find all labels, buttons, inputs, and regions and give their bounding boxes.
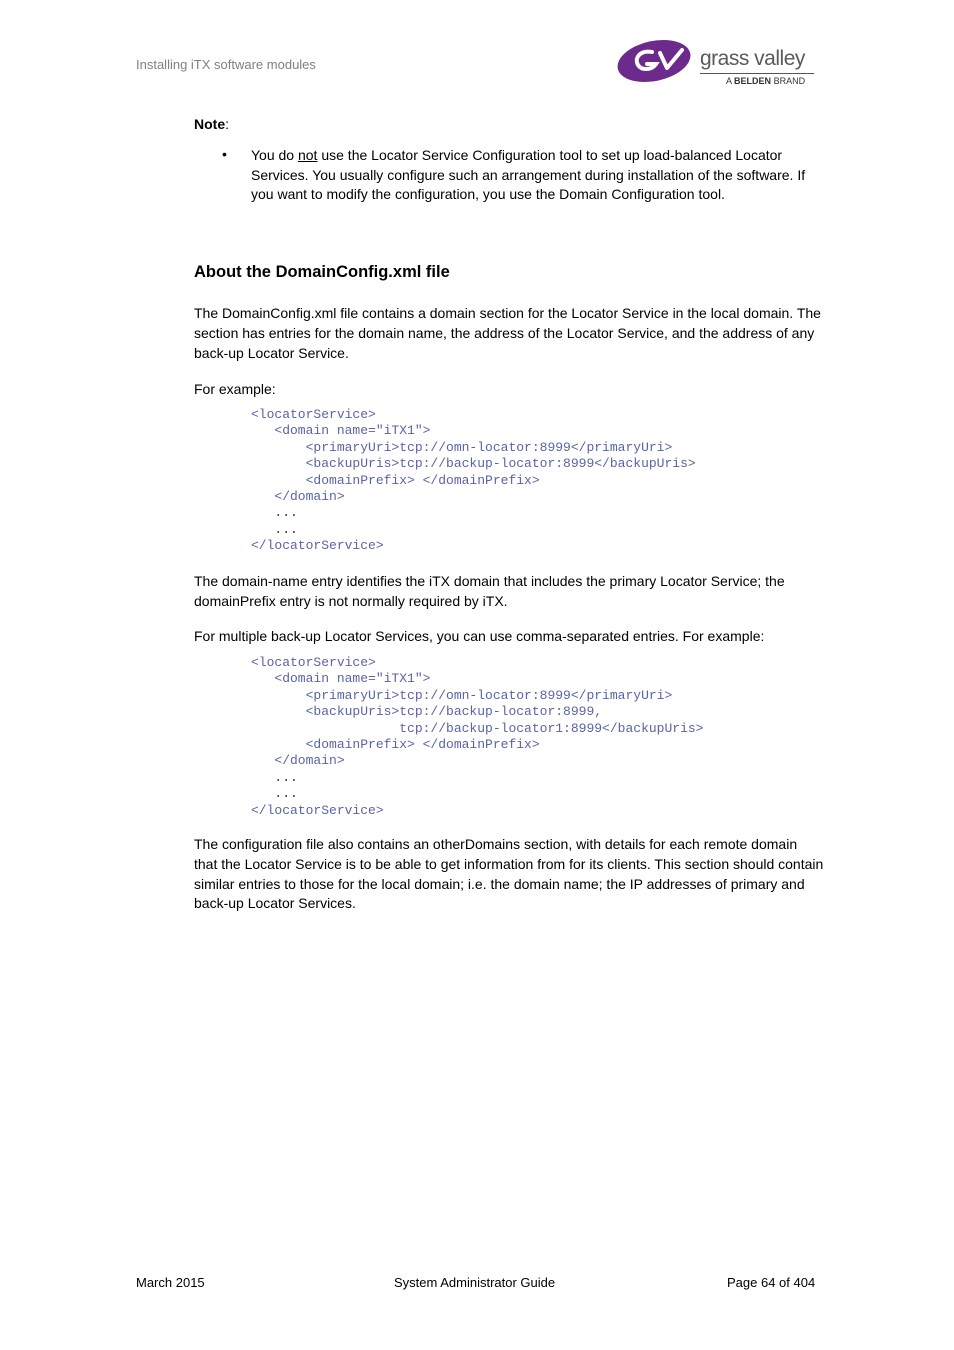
code-example-1: <locatorService> <domain name="iTX1"> <primaryUri>tcp://omn-locator:8999</primaryUri> <backupUris>tcp://backup-locator:8999</backupUris> <domainPrefix> </domainPrefix> </domain> ... ... </locatorService>	[251, 407, 696, 554]
footer-page-number: Page 64 of 404	[727, 1275, 816, 1290]
example-lead-1: For example:	[194, 381, 276, 397]
emphasis-not: not	[297, 147, 318, 163]
logo-tagline: A BELDEN BRAND	[726, 76, 806, 86]
section-heading: About the DomainConfig.xml file	[194, 263, 450, 281]
note-bullet-text: You do not use the Locator Service Configuration tool to set up load-balanced Locator Services. You usually configure such an arrangement during installation of the software. If you want to modify the configuration, you use the Domain Configuration tool.	[251, 147, 806, 203]
bullet-icon: •	[222, 146, 227, 162]
example-lead-2: For multiple back-up Locator Services, you can use comma-separated entries. For example:	[194, 628, 765, 644]
intro-paragraph: The DomainConfig.xml file contains a domain section for the Locator Service in the local domain. The section has entries for the domain name, the address of the Locator Service, and the address of any back-up Locator Service.	[194, 305, 821, 361]
footer-doc-title: System Administrator Guide	[394, 1275, 556, 1290]
running-header: Installing iTX software modules	[136, 57, 316, 72]
note-label: Note:	[194, 116, 230, 132]
grass-valley-logo	[616, 38, 816, 90]
gv-mark-icon	[616, 38, 700, 84]
logo-divider	[700, 73, 814, 74]
footer-date: March 2015	[136, 1275, 205, 1290]
code-example-2: <locatorService> <domain name="iTX1"> <primaryUri>tcp://omn-locator:8999</primaryUri> <backupUris>tcp://backup-locator:8999, tcp://backup-locator1:8999</backupUris> <domainPrefix> </domainPrefix> </domain> ... ... </locatorService>	[251, 655, 704, 818]
other-domains-paragraph: The configuration file also contains an otherDomains section, with details for each remote domain that the Locator Service is to be able to get information from for its clients. This section should contain similar entries to those for the local domain; i.e. the domain name; the IP addresses of primary and back-up Locator Services.	[194, 836, 824, 912]
domain-name-paragraph: The domain-name entry identifies the iTX domain that includes the primary Locator Service; the domainPrefix entry is not normally required by iTX.	[194, 573, 785, 609]
logo-wordmark: grass valley	[700, 47, 805, 70]
